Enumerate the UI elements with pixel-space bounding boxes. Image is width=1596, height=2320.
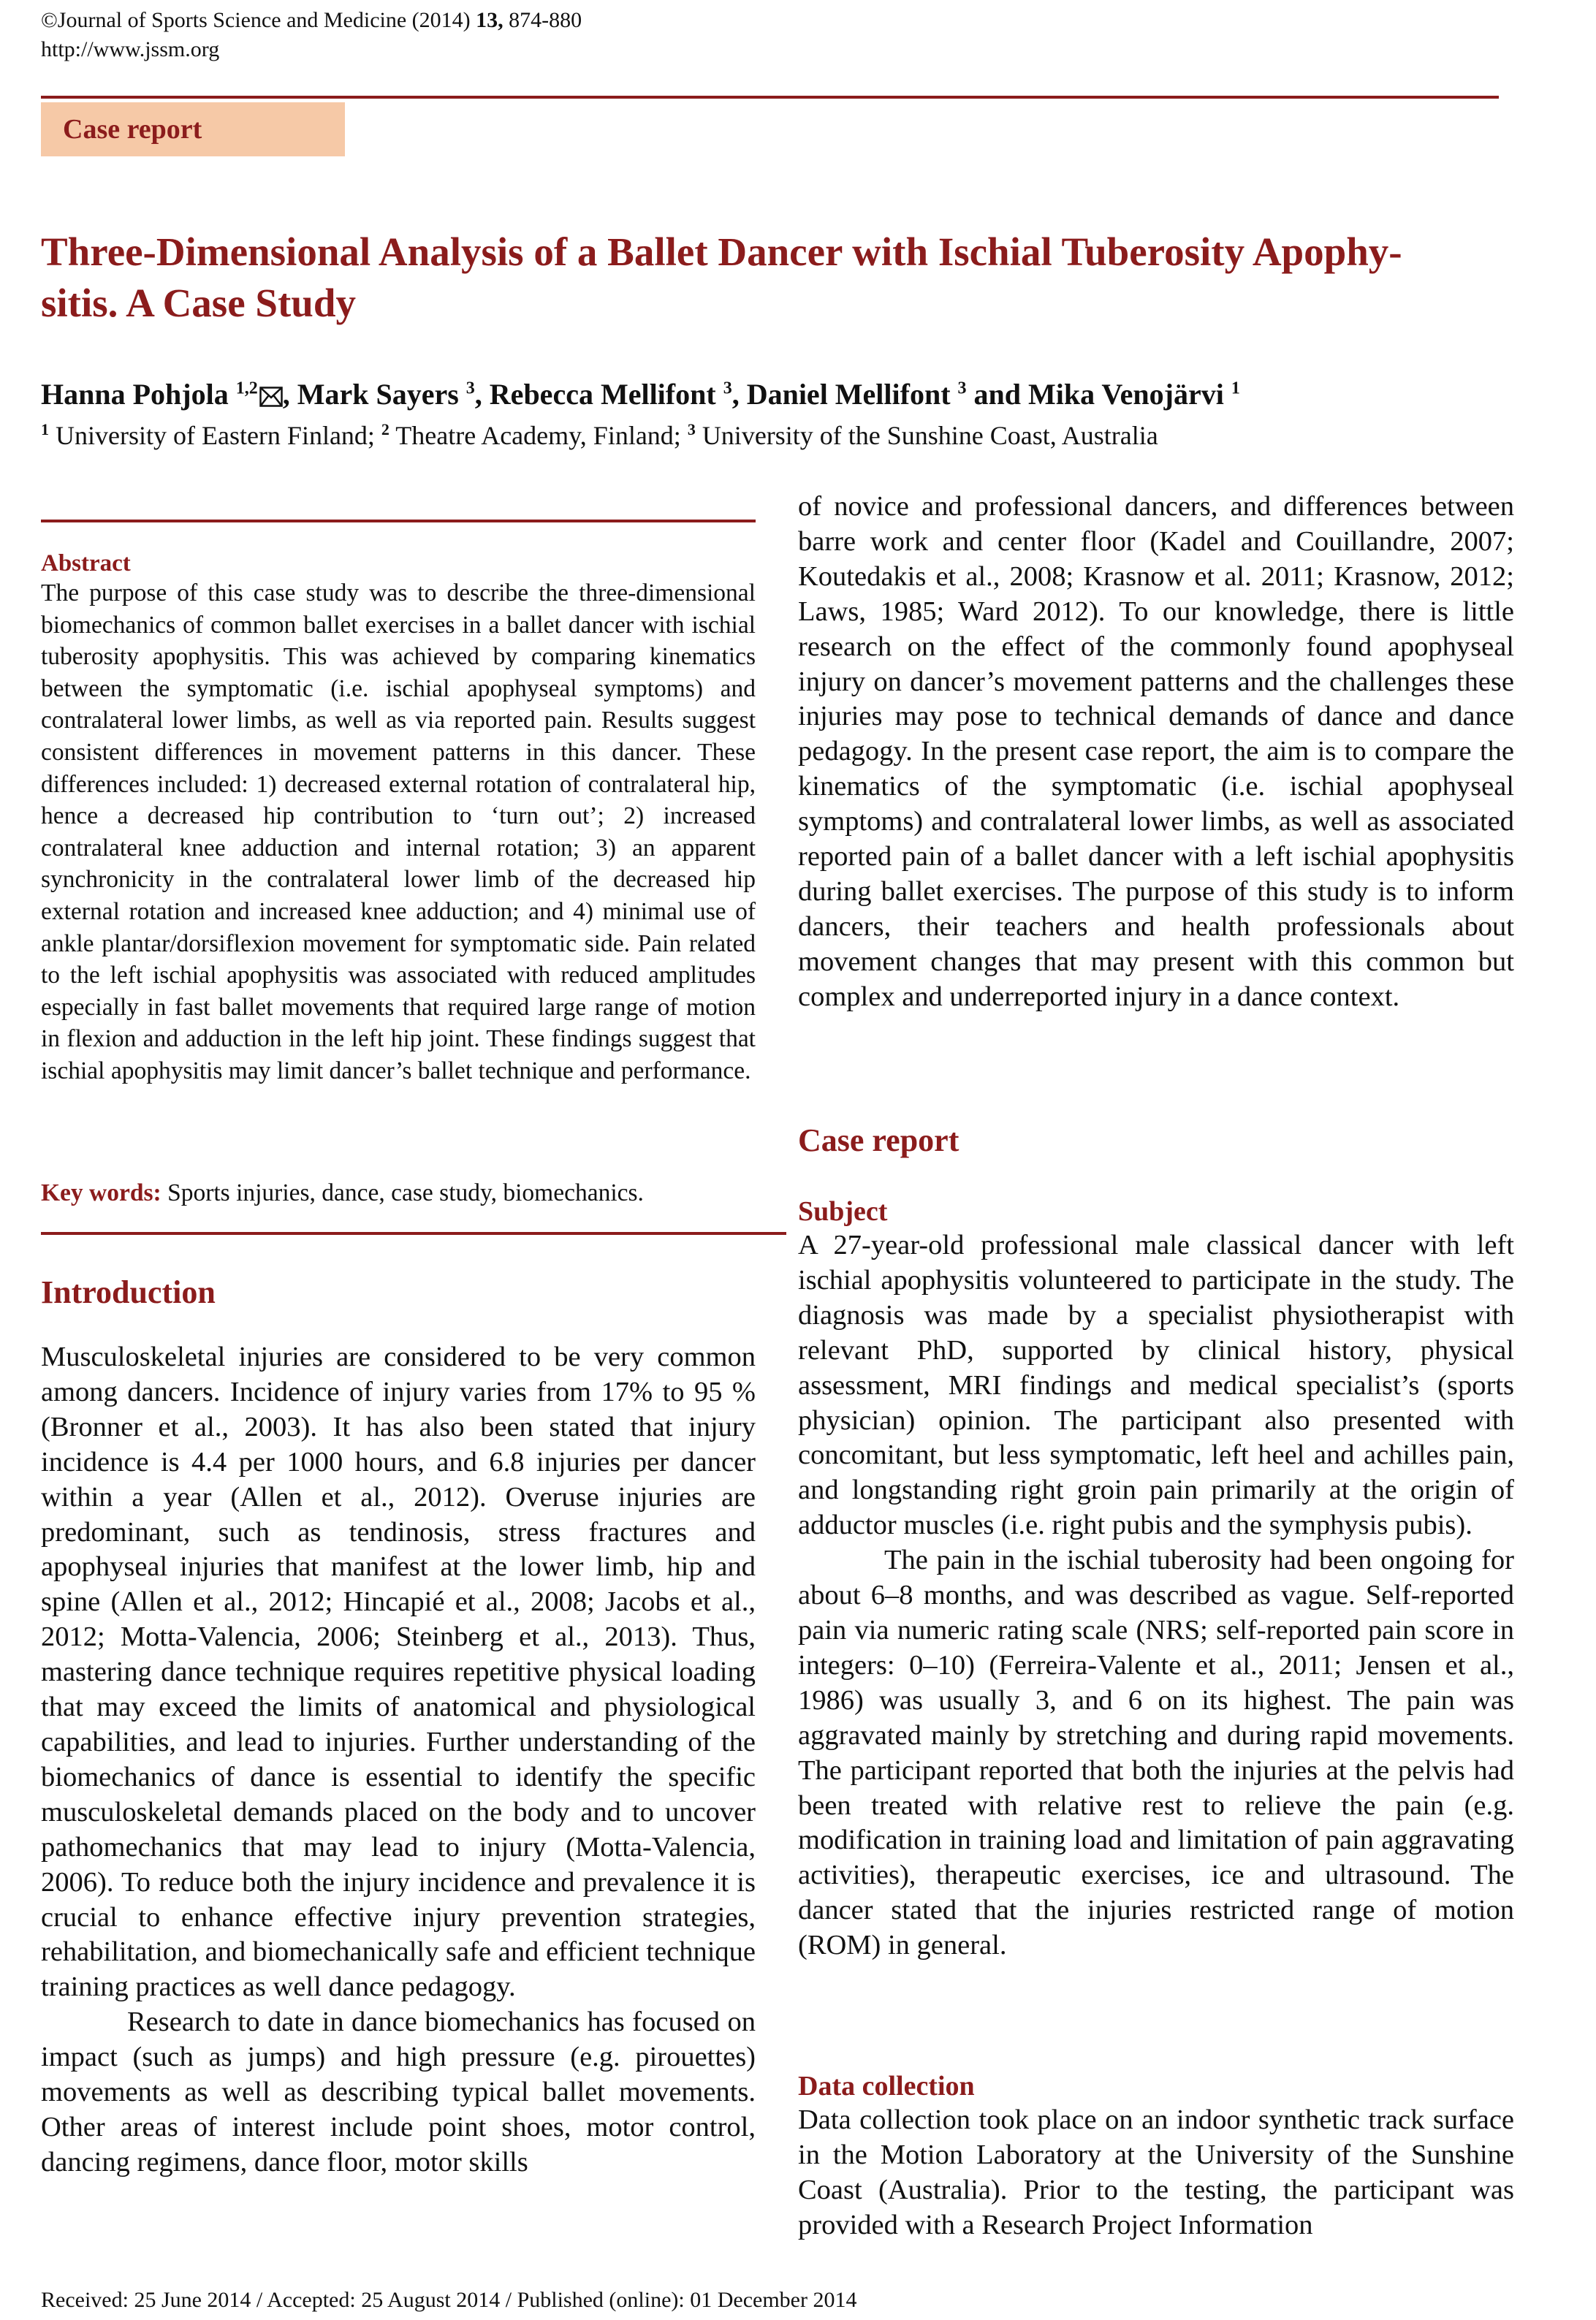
author-name: and Mika Venojärvi [966, 378, 1231, 411]
data-collection-heading: Data collection [798, 2071, 975, 2102]
abstract-text: The purpose of this case study was to describe the three-dimensional biomechanics of common ballet exercises in a ballet dancer with ischial tuberosity apophysitis. This was achieved by comparing kinematics between the symptomatic (i.e. ischial apophyseal symptoms) and contralateral lower limbs, as well as via reported pain. Results suggest consistent differences in movement patterns in this dancer. These differences included: 1) decreased external rotation of contralateral hip, hence a decreased hip contribution to ‘turn out’; 2) increased contralateral knee adduction and internal rotation; 3) an apparent synchronicity in the contralateral lower limb of the decreased hip external rotation and increased knee adduction; and 4) minimal use of ankle plantar/dorsiflexion movement for symptomatic side. Pain related to the left ischial apophysitis was associated with reduced amplitudes especially in fast ballet movements that required large range of motion in flexion and adduction in the left hip joint. These findings suggest that ischial apophysitis may limit dancer’s ballet technique and performance. [41, 579, 756, 1084]
title-line-2: sitis. A Case Study [41, 281, 356, 325]
author-list [41, 374, 1539, 418]
author-affiliation-mark: 3 [466, 379, 475, 398]
subject-paragraph-1: A 27-year-old professional male classical dancer with left ischial apophysitis volunteered to participate in the study. The diagnosis was made by a specialist physiotherapist with relevant PhD, supported by clinical history, physical assessment, MRI findings and medical specialist’s (sports physician) opinion. The participant also presented with concomitant, but less symptomatic, left heel and achilles pain, and longstanding right groin pain primarily at the origin of adductor muscles (i.e. right pubis and the symphysis pubis). [798, 1230, 1514, 1541]
article-title [41, 227, 1524, 329]
subject-body [798, 1228, 1514, 1963]
envelope-icon[interactable] [259, 377, 283, 418]
subject-heading: Subject [798, 1196, 888, 1227]
article-type-badge: Case report [41, 102, 345, 156]
affiliations [41, 418, 1539, 453]
author-affiliation-mark: 1 [1231, 379, 1240, 398]
case-report-heading: Case report [798, 1122, 960, 1158]
author-affiliation-mark: 1,2 [235, 379, 258, 398]
author-affiliation-mark: 3 [957, 379, 967, 398]
author-name: , Daniel Mellifont [732, 378, 958, 411]
title-line-1: Three-Dimensional Analysis of a Ballet Dancer with Ischial Tuberosity Apophy- [41, 229, 1402, 274]
keywords-label: Key words: [41, 1179, 162, 1206]
data-collection-paragraph-1: Data collection took place on an indoor synthetic track surface in the Motion Laboratory at the University of the Sunshine Coast (Australia). Prior to the testing, the participant was provided with a Research Project Information [798, 2104, 1514, 2240]
keywords [41, 1177, 756, 1209]
journal-citation [41, 6, 582, 35]
introduction-paragraph-1: Musculoskeletal injuries are considered to be very common among dancers. Incidence of injury varies from 17% to 95 % (Bronner et al., 2003). It has also been stated that injury incidence is 4.4 per 1000 hours, and 6.8 injuries per dancer within a year (Allen et al., 2012). Overuse injuries are predominant, such as tendinosis, stress fractures and apophyseal injuries that manifest at the lower limb, hip and spine (Allen et al., 2012; Hincapié et al., 2008; Jacobs et al., 2012; Motta-Valencia, 2006; Steinberg et al., 2013). Thus, mastering dance technique requires repetitive physical loading that may exceed the limits of anatomical and physiological capabilities, and lead to injuries. Further understanding of the biomechanics of dance is essential to identify the specific musculoskeletal demands placed on the body and to uncover pathomechanics that may lead to injury (Motta-Valencia, 2006). To reduce both the injury incidence and prevalence it is crucial to enhance effective injury prevention strategies, rehabilitation, and biomechanically safe and efficient technique training practices as well dance pedagogy. [41, 1342, 756, 2003]
header-divider [41, 96, 1499, 99]
author-affiliation-mark: 3 [723, 379, 732, 398]
introduction-paragraph-2-continued: of novice and professional dancers, and differences between barre work and center floor (Kadel and Couillandre, 2007; Koutedakis et al., 2008; Krasnow et al. 2011; Krasnow, 2012; Laws, 1985; Ward 2012). To our knowledge, there is little research on the effect of the commonly found apophyseal injury on dancer’s movement patterns and the challenges these injuries may pose to technical demands of dance and dance pedagogy. In the present case report, the aim is to compare the kinematics of the symptomatic (i.e. ischial apophyseal symptoms) and contralateral lower limbs, as well as associated reported pain of a ballet dancer with a left ischial apophysitis during ballet exercises. The purpose of this study is to inform dancers, their teachers and health professionals about movement changes that may present with this common but complex and underreported injury in a dance context. [798, 491, 1514, 1012]
affiliation-text: Theatre Academy, Finland; [389, 421, 688, 450]
abstract-top-divider [41, 520, 756, 522]
affiliation-number: 1 [41, 420, 49, 438]
journal-pages: 874-880 [503, 8, 582, 32]
journal-url[interactable]: http://www.jssm.org [41, 37, 220, 61]
introduction-body [41, 1340, 756, 2180]
abstract-bottom-divider [41, 1232, 786, 1235]
publication-dates: Received: 25 June 2014 / Accepted: 25 August 2014 / Published (online): 01 December 2014 [41, 2288, 857, 2312]
affiliation-text: University of Eastern Finland; [49, 421, 381, 450]
abstract-heading: Abstract [41, 550, 131, 577]
data-collection-body [798, 2103, 1514, 2243]
affiliation-number: 2 [381, 420, 390, 438]
subject-paragraph-2: The pain in the ischial tuberosity had been ongoing for about 6–8 months, and was described as vague. Self-reported pain via numeric rating scale (NRS; self-reported pain score in integers: 0–10) (Ferreira-Valente et al., 2011; Jensen et al., 1986) was usually 3, and 6 on its highest. The pain was aggravated mainly by stretching and during rapid movements. The participant reported that both the injuries at the pelvis had been treated with relative rest to relieve the pain (e.g. modification in training load and limitation of pain aggravating activities), therapeutic exercises, ice and ultrasound. The dancer stated that the injuries restricted range of motion (ROM) in general. [798, 1545, 1514, 1961]
affiliation-number: 3 [687, 420, 696, 438]
introduction-paragraph-2: Research to date in dance biomechanics has focused on impact (such as jumps) and high pressure (e.g. pirouettes) movements as well as describing typical ballet movements. Other areas of interest include point shoes, motor control, dancing regimens, dance floor, motor skills [41, 2007, 756, 2178]
journal-volume: 13, [476, 8, 503, 32]
author-name: , Mark Sayers [282, 378, 466, 411]
author-name: Hanna Pohjola [41, 378, 236, 411]
journal-name: ©Journal of Sports Science and Medicine (2014) [41, 8, 476, 32]
introduction-heading: Introduction [41, 1274, 216, 1310]
keywords-list: Sports injuries, dance, case study, biomechanics. [161, 1179, 644, 1206]
affiliation-text: University of the Sunshine Coast, Australia [695, 421, 1158, 450]
author-name: , Rebecca Mellifont [474, 378, 723, 411]
introduction-continued [798, 490, 1514, 1015]
